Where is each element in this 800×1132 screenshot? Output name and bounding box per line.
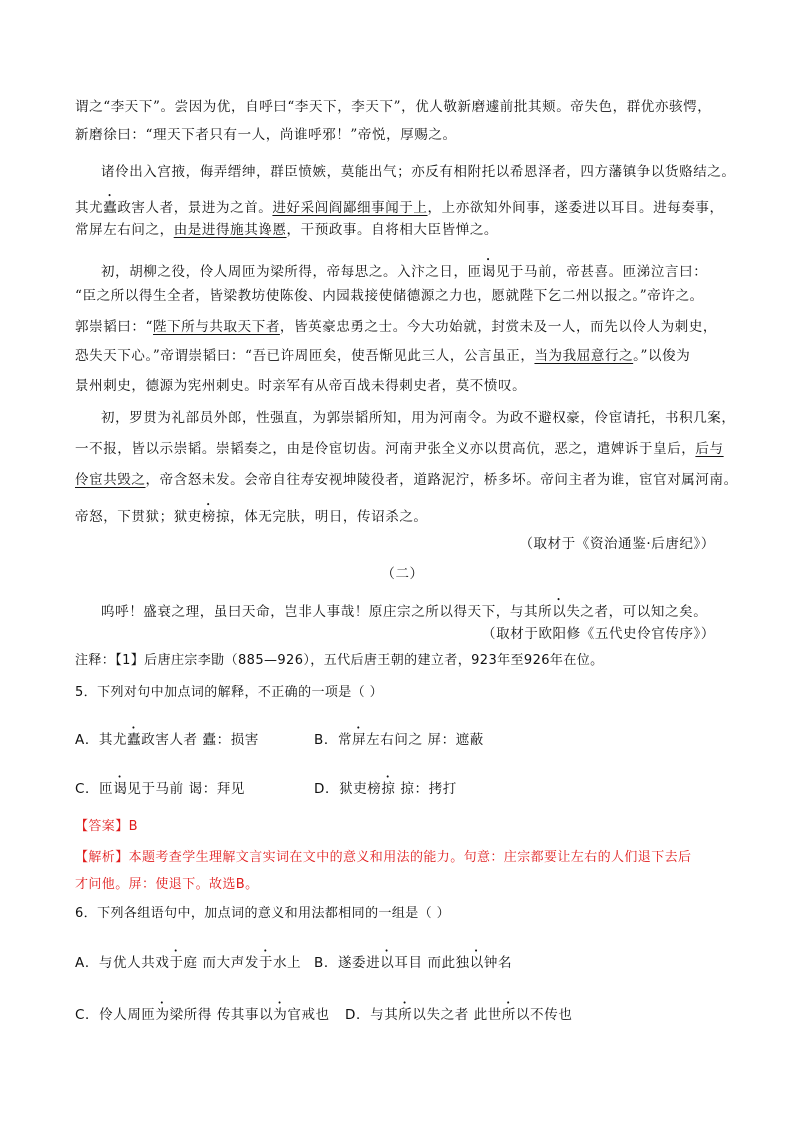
option-a: A．其尤蠹政害人者 蠹：损害 <box>75 732 259 748</box>
option-c: C．伶人周匝为梁所得 传其事以为官戒也 <box>75 1007 330 1023</box>
passage-line: 新磨徐曰：“理天下者只有一人，尚谁呼邪！”帝悦，厚赐之。 <box>75 127 457 143</box>
emphasized-word: 为 <box>273 1007 288 1023</box>
option-b: B．遂委进以耳目 而此独以钟名 <box>314 955 513 971</box>
emphasized-word: 为 <box>155 1007 170 1023</box>
passage-line: 帝怒，下贯狱；狱吏榜掠，体无完肤，明日，传诏杀之。 <box>75 509 428 525</box>
passage-line: 呜呼！盛衰之理，虽曰天命，岂非人事哉！原庄宗之所以得天下，与其所以失之者，可以知之矣。 <box>101 604 708 620</box>
footnote: 注释：【1】后唐庄宗李勖（885—926），五代后唐王朝的建立者，923年至926年在位。 <box>75 653 604 668</box>
option-d: D．与其所以失之者 此世所以不传也 <box>345 1007 573 1023</box>
passage-line: 谓之“李天下”。尝因为优，自呼曰“李天下，李天下”，优人敬新磨遽前批其颊。帝失色，群优亦骇愕， <box>75 99 712 115</box>
passage-line: “臣之所以得生全者，皆梁教坊使陈俊、内园栽接使储德源之力也，愿就陛下乞二州以报之。”帝许之。 <box>75 288 704 304</box>
passage-line: 诸伶出入宫掖，侮弄缙绅，群臣愤嫉，莫能出气；亦反有相附托以希恩泽者，四方藩镇争以货赂结之。 <box>101 164 736 180</box>
analysis-line: 才问他。屏：使退下。故选B。 <box>75 877 259 892</box>
underlined-sentence: 后与 <box>695 441 724 457</box>
emphasized-word: 谒 <box>113 781 128 797</box>
passage-line: 一不报，皆以示崇韬。崇韬奏之，由是伶宦切齿。河南尹张全义亦以贯高伉，恶之，遣婢诉于皇后，后与 <box>75 441 724 457</box>
passage-line: 景州刺史，德源为宪州刺史。时亲军有从帝百战未得刺史者，莫不愤叹。 <box>75 378 527 394</box>
passage-line: 初，罗贯为礼部员外郎，性强直，为郭崇韬所知，用为河南令。为政不避权豪，伶宦请托，书积几案， <box>101 410 736 426</box>
emphasized-word: 所 <box>501 1007 517 1023</box>
emphasized-word: 蠹 <box>103 200 118 216</box>
source-citation: （取材于《资治通鉴·后唐纪》） <box>519 536 715 552</box>
underlined-sentence: 陛下所与共取天下者 <box>153 319 280 335</box>
emphasized-word: 于 <box>169 955 184 971</box>
emphasized-word: 以 <box>552 604 567 620</box>
emphasized-word: 蠹 <box>127 732 142 748</box>
option-b: B．常屏左右问之 屏：遮蔽 <box>314 732 484 748</box>
option-c: C．匝谒见于马前 谒：拜见 <box>75 781 246 797</box>
option-a: A．与优人共戏于庭 而大声发于水上 <box>75 955 302 971</box>
emphasized-word: 屏 <box>352 732 367 748</box>
underlined-sentence: 进好采闾阎鄙细事闻于上 <box>272 200 428 216</box>
passage-line: 郭崇韬曰：“陛下所与共取天下者，皆英豪忠勇之士。今大功始就，封赏未及一人，而先以伶人为刺史， <box>75 319 718 335</box>
emphasized-word: 于 <box>258 955 274 971</box>
passage-line: 其尤蠹政害人者，景进为之首。进好采闾阎鄙细事闻于上，上亦欲知外间事，遂委进以耳目。进每奏事， <box>75 200 724 216</box>
question-stem: 5．下列对句中加点词的解释，不正确的一项是（ ） <box>75 685 384 700</box>
emphasized-word: 榜 <box>201 509 217 525</box>
passage-line: 常屏左右问之，由是进得施其谗慝，干预政事。自将相大臣皆惮之。 <box>75 222 499 238</box>
passage-line: 初，胡柳之役，伶人周匝为梁所得，帝每思之。入汴之日，匝谒见于马前，帝甚喜。匝涕泣言曰： <box>101 264 708 280</box>
source-citation: （取材于欧阳修《五代史伶官传序》） <box>482 626 715 642</box>
section-heading: （二） <box>381 566 424 582</box>
emphasized-word: 以 <box>469 955 484 971</box>
emphasized-word: 掠 <box>381 781 396 797</box>
emphasized-word: 以 <box>380 955 395 971</box>
option-d: D．狱吏榜掠 掠：拷打 <box>314 781 457 797</box>
underlined-sentence: 伶宦共毁之 <box>75 472 146 488</box>
passage-line: 伶宦共毁之，帝含怒未发。会帝自往寿安视坤陵役者，道路泥泞，桥多坏。帝问主者为谁，宦官对属河南。 <box>75 472 738 488</box>
emphasized-word: 谒 <box>481 264 496 280</box>
analysis-line: 【解析】本题考查学生理解文言实词在文中的意义和用法的能力。句意：庄宗都要让左右的人们退下去后 <box>75 850 692 865</box>
emphasized-word: 所 <box>398 1007 413 1023</box>
underlined-sentence: 当为我屈意行之 <box>534 348 634 364</box>
underlined-sentence: 由是进得施其谗慝 <box>173 222 287 238</box>
answer: 【答案】B <box>75 819 138 834</box>
question-stem: 6．下列各组语句中，加点词的意义和用法都相同的一组是（ ） <box>75 906 451 921</box>
passage-line: 恐失天下心。”帝谓崇韬曰：“吾已许周匝矣，使吾惭见此三人，公言虽正，当为我屈意行之。”以俊为 <box>75 348 691 364</box>
